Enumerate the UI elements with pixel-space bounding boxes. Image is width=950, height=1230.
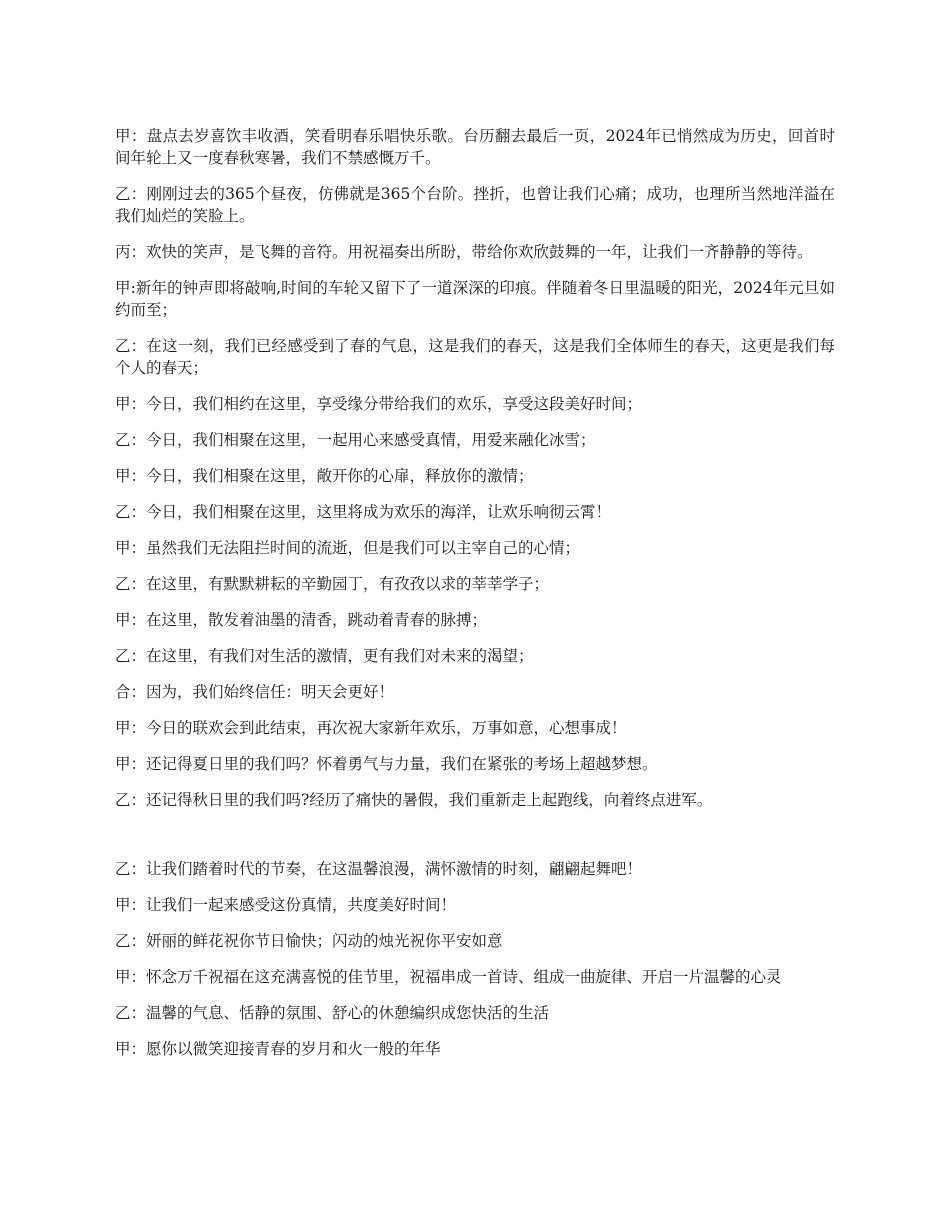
section-1: [115, 125, 835, 811]
paragraph: 丙：欢快的笑声，是飞舞的音符。用祝福奏出所盼，带给你欢欣鼓舞的一年，让我们一齐静静的等待。: [115, 243, 813, 261]
paragraph: 乙：让我们踏着时代的节奏，在这温馨浪漫，满怀激情的时刻，翩翩起舞吧！: [115, 860, 643, 878]
paragraph: 甲：在这里，散发着油墨的清香，跳动着青春的脉搏；: [115, 611, 488, 629]
paragraph: 甲:新年的钟声即将敲响,时间的车轮又留下了一道深深的印痕。伴随着冬日里温暖的阳光，2024年元旦如约而至；: [115, 279, 835, 319]
paragraph: 乙：在这一刻，我们已经感受到了春的气息，这是我们的春天，这是我们全体师生的春天，这更是我们每个人的春天；: [115, 337, 835, 377]
section-gap: [115, 825, 835, 858]
paragraph: 乙：温馨的气息、恬静的氛围、舒心的休憩编织成您快活的生活: [115, 1004, 550, 1022]
paragraph: 乙：在这里，有我们对生活的激情，更有我们对未来的渴望；: [115, 647, 534, 665]
section-2: [115, 858, 835, 1060]
paragraph: 乙：还记得秋日里的我们吗?经历了痛快的暑假，我们重新走上起跑线，向着终点进军。: [115, 791, 713, 809]
paragraph: 乙：今日，我们相聚在这里，这里将成为欢乐的海洋，让欢乐响彻云霄！: [115, 503, 612, 521]
paragraph: 乙：今日，我们相聚在这里，一起用心来感受真情，用爱来融化冰雪；: [115, 431, 596, 449]
paragraph: 乙：刚刚过去的365个昼夜，仿佛就是365个台阶。挫折，也曾让我们心痛；成功，也理所当然地洋溢在我们灿烂的笑脸上。: [115, 185, 835, 225]
paragraph: 甲：怀念万千祝福在这充满喜悦的佳节里，祝福串成一首诗、组成一曲旋律、开启一片温馨的心灵: [115, 968, 782, 986]
paragraph: 甲：今日，我们相聚在这里，敞开你的心扉，释放你的激情；: [115, 467, 534, 485]
paragraph: 甲：还记得夏日里的我们吗？怀着勇气与力量，我们在紧张的考场上超越梦想。: [115, 755, 658, 773]
document-page: [115, 125, 835, 1074]
paragraph: 乙：妍丽的鲜花祝你节日愉快；闪动的烛光祝你平安如意: [115, 932, 503, 950]
paragraph: 乙：在这里，有默默耕耘的辛勤园丁，有孜孜以求的莘莘学子；: [115, 575, 550, 593]
paragraph: 甲：今日的联欢会到此结束，再次祝大家新年欢乐，万事如意，心想事成！: [115, 719, 627, 737]
paragraph: 甲：让我们一起来感受这份真情，共度美好时间！: [115, 896, 457, 914]
paragraph: 甲：虽然我们无法阻拦时间的流逝，但是我们可以主宰自己的心情；: [115, 539, 581, 557]
paragraph: 合：因为，我们始终信任：明天会更好！: [115, 683, 395, 701]
paragraph: 甲：今日，我们相约在这里，享受缘分带给我们的欢乐，享受这段美好时间；: [115, 395, 643, 413]
paragraph: 甲：愿你以微笑迎接青春的岁月和火一般的年华: [115, 1040, 441, 1058]
paragraph: 甲：盘点去岁喜饮丰收酒，笑看明春乐唱快乐歌。台历翻去最后一页，2024年已悄然成为历史，回首时间年轮上又一度春秋寒暑，我们不禁感慨万千。: [115, 127, 835, 167]
